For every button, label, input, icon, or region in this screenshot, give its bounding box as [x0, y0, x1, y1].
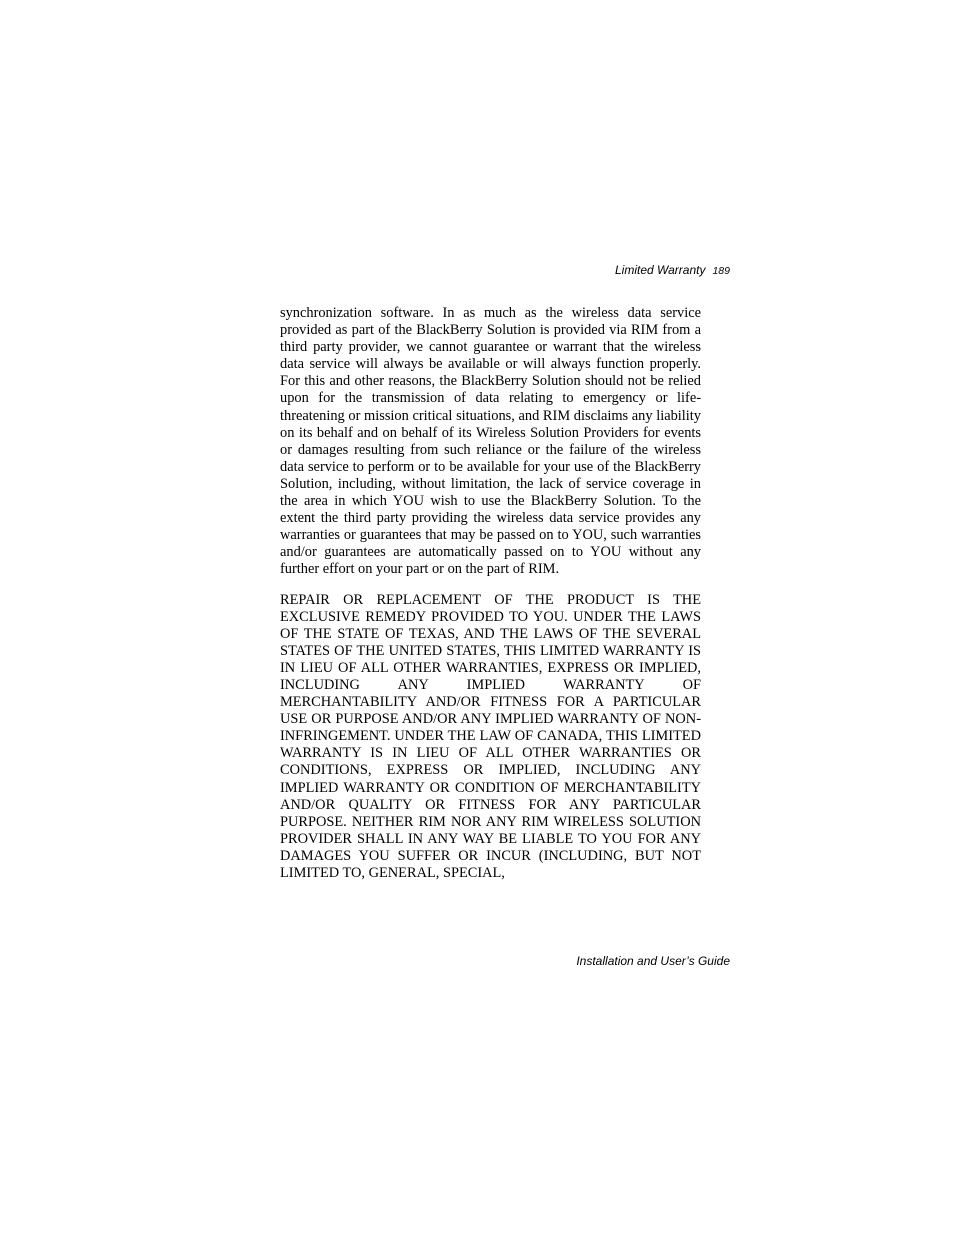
running-header — [280, 263, 730, 279]
page-number: 189 — [712, 265, 730, 277]
paragraph-warranty-disclaimer: REPAIR OR REPLACEMENT OF THE PRODUCT IS THE EXCLUSIVE REMEDY PROVIDED TO YOU. UNDER THE LAWS OF THE STATE OF TEXAS, AND THE LAWS OF THE SEVERAL STATES OF THE UNITED STATES, THIS LIMITED WARRANTY IS IN LIEU OF ALL OTHER WARRANTIES, EXPRESS OR IMPLIED, INCLUDING ANY IMPLIED WARRANTY OF MERCHANTABILITY AND/OR FITNESS FOR A PARTICULAR USE OR PURPOSE AND/OR ANY IMPLIED WARRANTY OF NON-INFRINGEMENT. UNDER THE LAW OF CANADA, THIS LIMITED WARRANTY IS IN LIEU OF ALL OTHER WARRANTIES OR CONDITIONS, EXPRESS OR IMPLIED, INCLUDING ANY IMPLIED WARRANTY OR CONDITION OF MERCHANTABILITY AND/OR QUALITY OR FITNESS FOR ANY PARTICULAR PURPOSE. NEITHER RIM NOR ANY RIM WIRELESS SOLUTION PROVIDER SHALL IN ANY WAY BE LIABLE TO YOU FOR ANY DAMAGES YOU SUFFER OR INCUR (INCLUDING, BUT NOT LIMITED TO, GENERAL, SPECIAL, — [280, 591, 701, 881]
section-title: Limited Warranty — [614, 263, 706, 277]
running-footer — [280, 954, 730, 968]
book-title: Installation and User’s Guide — [576, 954, 730, 968]
paragraph-service-availability: synchronization software. In as much as the wireless data service provided as part of the BlackBerry Solution is provided via RIM from a third party provider, we cannot guarantee or warrant that the wireless data service will always be available or will always function properly. For this and other reasons, the BlackBerry Solution should not be relied upon for the transmission of data relating to emergency or life-threatening or mission critical situations, and RIM disclaims any liability on its behalf and on behalf of its Wireless Solution Providers for events or damages resulting from such reliance or the failure of the wireless data service to perform or to be available for your use of the BlackBerry Solution, including, without limitation, the lack of service coverage in the area in which YOU wish to use the BlackBerry Solution. To the extent the third party providing the wireless data service provides any warranties or guarantees that may be passed on to YOU, such warranties and/or guarantees are automatically passed on to YOU without any further effort on your part or on the part of RIM. — [280, 305, 701, 578]
body-text — [280, 305, 701, 895]
